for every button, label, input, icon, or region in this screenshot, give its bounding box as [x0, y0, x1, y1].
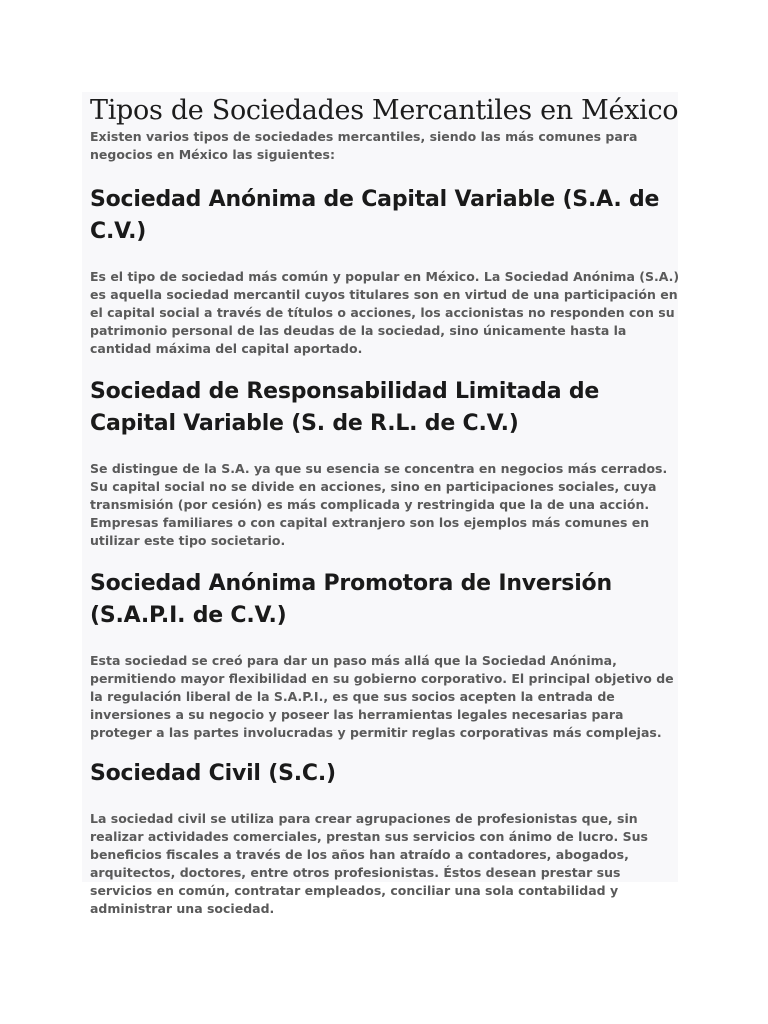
document-title: Tipos de Sociedades Mercantiles en México [90, 95, 679, 126]
section-heading-sapi-de-cv: Sociedad Anónima Promotora de Inversión (S.A.P.I. de C.V.) [90, 571, 612, 628]
document-inner [90, 92, 682, 918]
section-body-sapi-de-cv: Esta sociedad se creó para dar un paso más allá que la Sociedad Anónima, permitiendo mayor flexibilidad en su gobierno corporativo. El principal objetivo de la regulación liberal de la S.A.P.I., es que sus socios acepten la entrada de inversiones a su negocio y poseer las herramientas legales necesarias para proteger a las partes involucradas y permitir reglas corporativas más complejas. [90, 653, 674, 740]
section-body-sa-de-cv: Es el tipo de sociedad más común y popular en México. La Sociedad Anónima (S.A.) es aquella sociedad mercantil cuyos titulares son en virtud de una participación en el capital social a través de títulos o acciones, los accionistas no responden con su patrimonio personal de las deudas de la sociedad, sino únicamente hasta la cantidad máxima del capital aportado. [90, 269, 680, 356]
section-heading-srl-de-cv: Sociedad de Responsabilidad Limitada de Capital Variable (S. de R.L. de C.V.) [90, 379, 600, 436]
section-body-srl-de-cv: Se distingue de la S.A. ya que su esencia se concentra en negocios más cerrados. Su capital social no se divide en acciones, sino en participaciones sociales, cuya transmisión (por cesión) es más complicada y restringida que la de una acción. Empresas familiares o con capital extranjero son los ejemplos más comunes en utilizar este tipo societario. [90, 461, 668, 548]
document-content [82, 92, 680, 916]
intro-paragraph: Existen varios tipos de sociedades mercantiles, siendo las más comunes para negocios en México las siguientes: [90, 129, 638, 162]
section-body-sc: La sociedad civil se utiliza para crear agrupaciones de profesionistas que, sin realizar actividades comerciales, prestan sus servicios con ánimo de lucro. Sus beneficios fiscales a través de los años han atraído a contadores, abogados, arquitectos, doctores, entre otros profesionistas. Éstos desean prestar sus servicios en común, contratar empleados, conciliar una sola contabilidad y administrar una sociedad. [90, 811, 648, 916]
section-heading-sc: Sociedad Civil (S.C.) [90, 761, 336, 786]
section-heading-sa-de-cv: Sociedad Anónima de Capital Variable (S.A. de C.V.) [90, 187, 660, 244]
